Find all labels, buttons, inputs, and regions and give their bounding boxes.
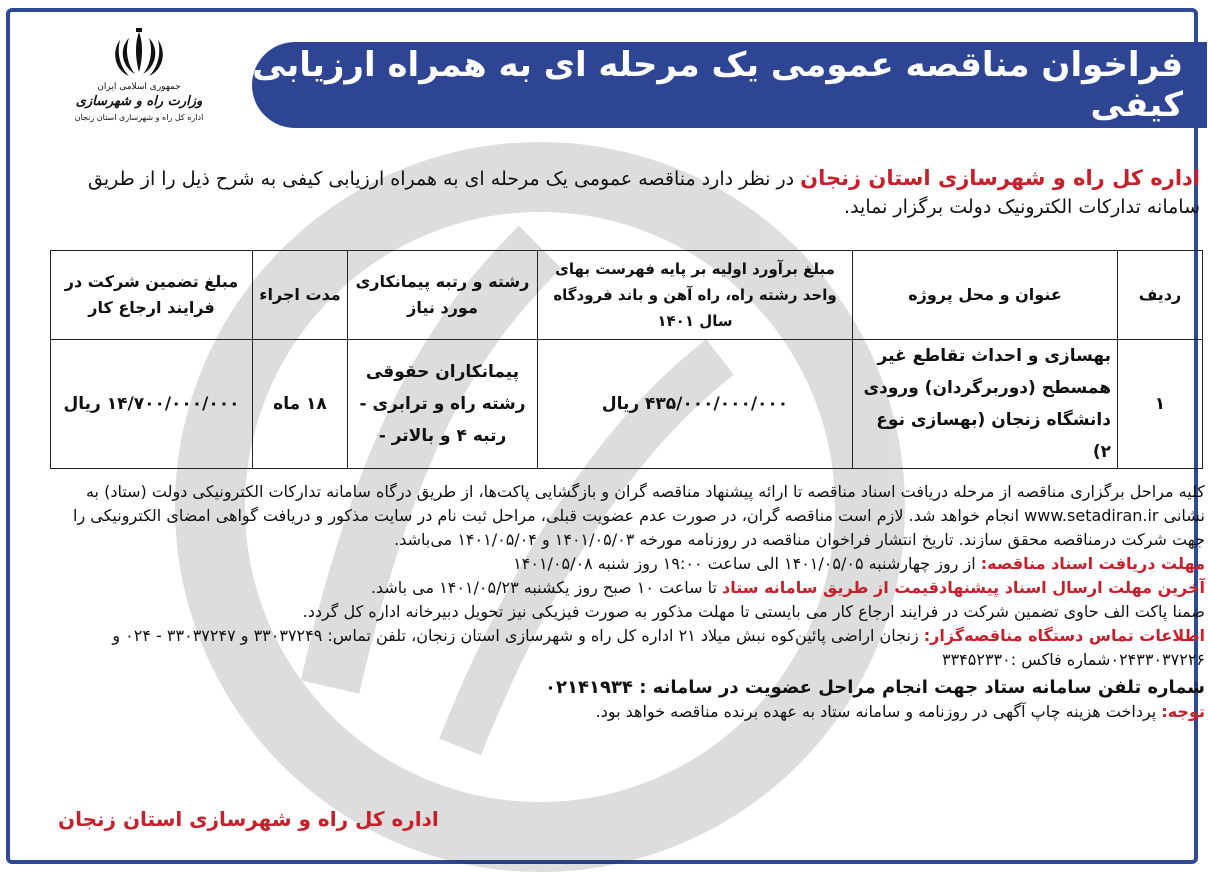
submit-text: تا ساعت ۱۰ صبح روز یکشنبه ۱۴۰۱/۰۵/۲۳ می باشد. [370,578,723,597]
col-header-duration: مدت اجراء [253,251,348,340]
cell-grade: پیمانکاران حقوقی رشته راه و ترابری - رتبه ۴ و بالاتر - [348,340,538,469]
intro-org-name: اداره کل راه و شهرسازی استان زنجان [800,166,1200,190]
cell-title: بهسازی و احداث تقاطع غیر همسطح (دوربرگردان) ورودی دانشگاه زنجان (بهسازی نوع ۲) [853,340,1118,469]
contact-text: زنجان اراضی پائین‌کوه نبش میلاد ۲۱ اداره کل راه و شهرسازی استان زنجان، تلفن تماس: ۳۳۰۳۷۲۴۹ و ۳۳۰۳۷۲۴۷ - ۰۲۴ و ۰۲۴۳۳۰۳۷۲۲۶شماره فاکس :۳۳۴۵۲۳۳۰ [112,626,1205,669]
table-row [51,340,1203,469]
deadline-text: از روز چهارشنبه ۱۴۰۱/۰۵/۰۵ الی ساعت ۱۹:۰۰ روز شنبه ۱۴۰۱/۰۵/۰۸ [513,554,981,573]
submit-label: آخرین مهلت ارسال اسناد پیشنهادقیمت از طریق سامانه ستاد [722,578,1205,597]
cell-guarantee: ۱۴/۷۰۰/۰۰۰/۰۰۰ ریال [51,340,253,469]
page-frame [6,8,1205,864]
procedure-paragraph: کلیه مراحل برگزاری مناقصه از مرحله دریافت اسناد مناقصه تا ارائه پیشنهاد مناقصه گران و بازگشایی پاکت‌ها، از طریق درگاه سامانه تدارکات الکترونیکی دولت (ستاد) به نشانی www.setadiran.ir انجام خواهد شد. لازم است مناقصه گران، در صورت عدم عضویت قبلی، مراحل ثبت نام در سایت مذکور و دریافت گواهی امضای الکترونیکی را جهت شرکت درمناقصه محقق سازند. تاریخ انتشار فراخوان مناقصه در روزنامه مورخه ۱۴۰۱/۰۵/۰۳ و ۱۴۰۱/۰۵/۰۴ می‌باشد. [73,482,1205,549]
setad-phone-line: شماره تلفن سامانه ستاد جهت انجام مراحل عضویت در سامانه : ۰۲۱۴۱۹۳۴ [545,677,1205,698]
note-text: پرداخت هزینه چاپ آگهی در روزنامه و سامانه ستاد به عهده برنده مناقصه خواهد بود. [595,702,1162,721]
deadline-line [50,552,1205,576]
signature: اداره کل راه و شهرسازی استان زنجان [58,807,439,831]
col-header-estimate: مبلغ برآورد اولیه بر پایه فهرست بهای واحد رشته راه، راه آهن و باند فرودگاه سال ۱۴۰۱ [538,251,853,340]
note-line [50,700,1205,724]
cell-row-no: ۱ [1118,340,1203,469]
details-section [50,480,1205,724]
intro-paragraph [50,164,1200,221]
col-header-grade: رشته و رتبه پیمانکاری مورد نیاز [348,251,538,340]
emblem-line-2: وزارت راه و شهرسازی [75,94,203,109]
emblem-line-3: اداره کل راه و شهرسازی استان زنجان [74,113,204,122]
cell-estimate: ۴۳۵/۰۰۰/۰۰۰/۰۰۰ ریال [538,340,853,469]
cell-duration: ۱۸ ماه [253,340,348,469]
ministry-emblem [64,28,214,122]
col-header-row-no: ردیف [1118,251,1203,340]
col-header-title: عنوان و محل پروژه [853,251,1118,340]
table-header-row [51,251,1203,340]
page-title: فراخوان مناقصه عمومی یک مرحله ای به همراه ارزیابی کیفی [252,45,1183,125]
contact-line [50,624,1205,672]
contact-label: اطلاعات تماس دستگاه مناقصه‌گزار: [923,626,1205,645]
title-banner [252,42,1207,128]
intro-text: در نظر دارد مناقصه عمومی یک مرحله ای به همراه ارزیابی کیفی به شرح ذیل را از طریق سامانه تدارکات الکترونیک دولت برگزار نماید. [87,168,1200,218]
note-label: توجه: [1161,702,1205,721]
envelope-note: ضمنا پاکت الف حاوی تضمین شرکت در فرایند ارجاع کار می بایستی تا مهلت مذکور به صورت فیزیکی نیز تحویل دبیرخانه اداره کل گردد. [302,602,1205,621]
col-header-guarantee: مبلغ تضمین شرکت در فرایند ارجاع کار [51,251,253,340]
deadline-label: مهلت دریافت اسناد مناقصه: [980,554,1205,573]
submit-line [50,576,1205,600]
emblem-line-1: جمهوری اسلامی ایران [97,82,181,92]
iran-emblem-icon [109,28,169,80]
tender-table [50,250,1203,469]
